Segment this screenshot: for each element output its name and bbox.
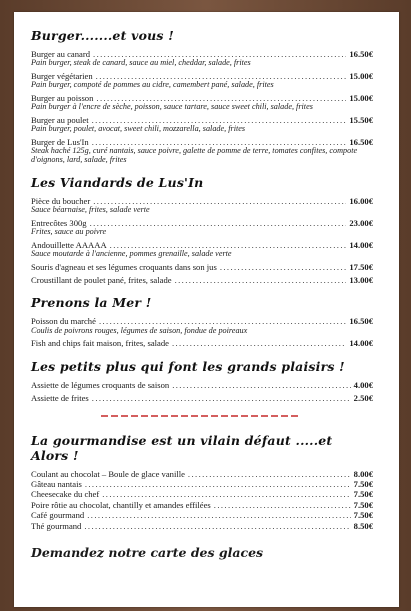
- item-price: 16.50€: [349, 49, 373, 59]
- leader-dots: [214, 501, 351, 510]
- item-description: Pain burger, steak de canard, sauce au miel, cheddar, salade, frites: [31, 58, 251, 68]
- decorative-divider: [101, 414, 301, 418]
- item-price: 23.00€: [349, 217, 373, 228]
- item-price: 16.00€: [349, 195, 373, 206]
- item-name: Fish and chips fait maison, frites, salade: [31, 338, 169, 349]
- item-price: 16.50€: [349, 316, 373, 327]
- menu-item: [31, 219, 373, 237]
- menu-item: [31, 276, 373, 285]
- menu-item: [31, 470, 373, 479]
- item-price: 15.00€: [349, 71, 373, 81]
- menu-item: [31, 501, 373, 510]
- item-price: 14.00€: [349, 239, 373, 250]
- item-price: 7.50€: [353, 499, 373, 510]
- item-description: Sauce moutarde à l'ancienne, pommes grenaille, salade verte: [31, 249, 232, 258]
- item-name: Andouillette AAAAA: [31, 239, 107, 250]
- item-name: Poisson du marché: [31, 316, 96, 327]
- item-description: Pain burger à l'encre de sèche, poisson, sauce tartare, sauce sweet chili, salade, frites: [31, 102, 313, 112]
- menu-item: [31, 197, 373, 215]
- menu-item: [31, 50, 373, 68]
- menu-item: [31, 522, 373, 531]
- item-description: Sauce béarnaise, frites, salade verte: [31, 205, 150, 214]
- item-price: 13.00€: [349, 275, 373, 285]
- menu-item: [31, 94, 373, 112]
- leader-dots: [92, 394, 351, 403]
- menu-item: [31, 116, 373, 134]
- menu-item: [31, 339, 373, 348]
- section-gourmandise: [31, 433, 373, 531]
- item-price: 14.00€: [349, 338, 373, 349]
- menu-content: [31, 28, 373, 560]
- menu-item: [31, 263, 373, 272]
- item-price: 2.50€: [353, 393, 373, 404]
- item-name: Assiette de légumes croquants de saison: [31, 379, 170, 390]
- item-name: Coulant au chocolat – Boule de glace vanille: [31, 468, 185, 479]
- item-description: Pain burger, poulet, avocat, sweet chili, mozzarella, salade, frites: [31, 124, 246, 134]
- menu-item: [31, 511, 373, 520]
- item-price: 8.00€: [353, 468, 373, 479]
- leader-dots: [102, 490, 350, 499]
- item-name: Cheesecake du chef: [31, 489, 100, 500]
- section-title: La gourmandise est un vilain défaut .....et Alors !: [31, 432, 333, 463]
- leader-dots: [84, 522, 350, 531]
- item-name: Burger au canard: [31, 49, 91, 59]
- item-name: Croustillant de poulet pané, frites, salade: [31, 275, 172, 285]
- leader-dots: [90, 219, 347, 228]
- menu-item: [31, 394, 373, 403]
- item-name: Thé gourmand: [31, 520, 82, 531]
- menu-item: [31, 138, 373, 165]
- item-price: 8.50€: [353, 520, 373, 531]
- item-name: Burger au poisson: [31, 93, 94, 103]
- menu-item: [31, 381, 373, 390]
- leader-dots: [220, 263, 347, 272]
- item-description: Pain burger, compoté de pommes au cidre, camembert pané, salade, frites: [31, 80, 274, 90]
- item-name: Burger végétarien: [31, 71, 93, 81]
- section-viandards: [31, 175, 373, 286]
- item-description: Frites, sauce au poivre: [31, 227, 107, 236]
- item-name: Burger de Lus'In: [31, 137, 89, 147]
- section-title: Prenons la Mer !: [31, 295, 152, 311]
- item-price: 17.50€: [349, 261, 373, 272]
- item-price: 7.50€: [353, 510, 373, 521]
- item-name: Burger au poulet: [31, 115, 89, 125]
- leader-dots: [87, 511, 350, 520]
- menu-item: [31, 241, 373, 259]
- menu-item: [31, 317, 373, 335]
- item-name: Café gourmand: [31, 510, 85, 521]
- leader-dots: [85, 480, 351, 489]
- item-price: 7.50€: [353, 489, 373, 500]
- leader-dots: [188, 470, 351, 479]
- section-burgers: [31, 28, 373, 165]
- item-name: Gâteau nantais: [31, 479, 82, 490]
- leader-dots: [172, 339, 346, 348]
- item-name: Poire rôtie au chocolat, chantilly et amandes effilées: [31, 499, 211, 510]
- item-price: 4.00€: [353, 379, 373, 390]
- menu-item: [31, 490, 373, 499]
- item-price: 15.50€: [349, 115, 373, 125]
- item-description: Steak haché 125g, curé nantais, sauce poivre, galette de pomme de terre, tomates confites, compote d'oignons, lard, salade, frites: [31, 146, 358, 164]
- section-title: Les petits plus qui font les grands plaisirs !: [31, 358, 345, 374]
- section-title: Les Viandards de Lus'In: [31, 174, 204, 190]
- leader-dots: [175, 276, 347, 285]
- item-name: Assiette de frites: [31, 393, 89, 404]
- menu-item: [31, 72, 373, 90]
- item-name: Souris d'agneau et ses légumes croquants dans son jus: [31, 261, 217, 272]
- section-mer: [31, 295, 373, 348]
- item-price: 16.50€: [349, 137, 373, 147]
- item-price: 15.00€: [349, 93, 373, 103]
- menu-item: [31, 480, 373, 489]
- item-name: Pièce du boucher: [31, 195, 91, 206]
- item-name: Entrecôtes 300g: [31, 217, 87, 228]
- section-petits-plus: [31, 359, 373, 404]
- item-description: Coulis de poivrons rouges, légumes de saison, fondue de poireaux: [31, 325, 248, 335]
- footer-note: Demandez notre carte des glaces: [31, 545, 264, 561]
- leader-dots: [172, 381, 350, 390]
- item-price: 7.50€: [353, 479, 373, 490]
- section-title: Burger.......et vous !: [31, 28, 174, 43]
